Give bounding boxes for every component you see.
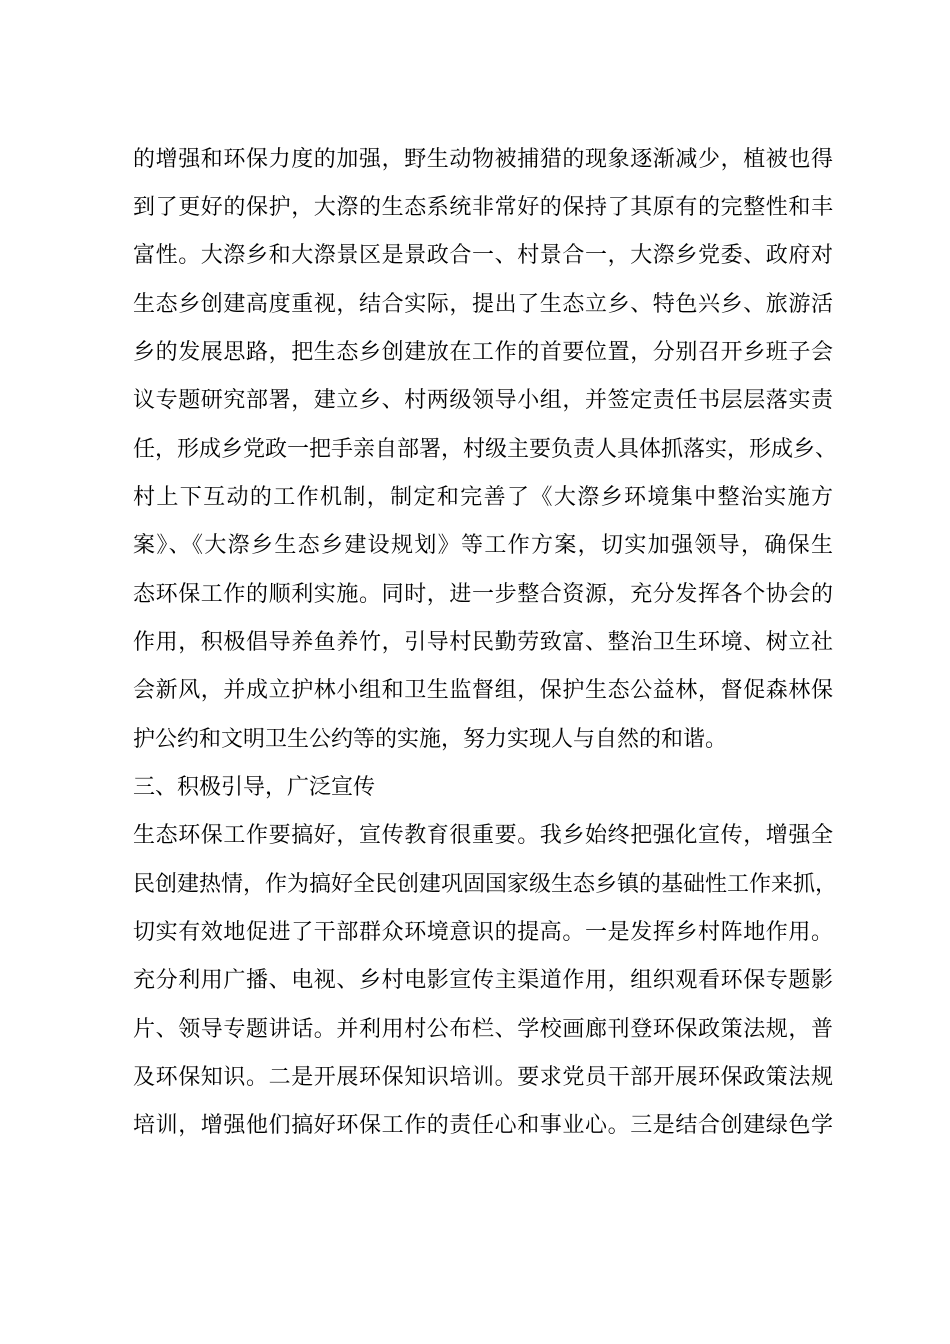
body-text-line: 生态环保工作要搞好，宣传教育很重要。我乡始终把强化宣传，增强全 [133,823,833,848]
body-text-line: 民创建热情，作为搞好全民创建巩固国家级生态乡镇的基础性工作来抓， [133,872,838,897]
body-text-line: 任，形成乡党政一把手亲自部署，村级主要负责人具体抓落实，形成乡、 [133,437,838,462]
body-text-line: 生态乡创建高度重视，结合实际，提出了生态立乡、特色兴乡、旅游活 [133,292,833,317]
body-text-line: 议专题研究部署，建立乡、村两级领导小组，并签定责任书层层落实责 [133,388,833,413]
body-text-line: 富性。大漈乡和大漈景区是景政合一、村景合一，大漈乡党委、政府对 [133,243,833,268]
body-text-line: 作用，积极倡导养鱼养竹，引导村民勤劳致富、整治卫生环境、树立社 [133,630,833,655]
body-text-line: 村上下互动的工作机制，制定和完善了《大漈乡环境集中整治实施方 [133,485,833,510]
body-text-line: 的增强和环保力度的加强，野生动物被捕猎的现象逐渐减少，植被也得 [133,147,833,172]
body-text-line: 到了更好的保护，大漈的生态系统非常好的保持了其原有的完整性和丰 [133,195,833,220]
body-text-line: 态环保工作的顺利实施。同时，进一步整合资源，充分发挥各个协会的 [133,582,833,607]
body-text-line: 护公约和文明卫生公约等的实施，努力实现人与自然的和谐。 [133,727,728,752]
body-text-line: 充分利用广播、电视、乡村电影宣传主渠道作用，组织观看环保专题影 [133,968,833,993]
body-text-line: 培训，增强他们搞好环保工作的责任心和事业心。三是结合创建绿色学 [133,1113,833,1138]
body-text-line: 乡的发展思路，把生态乡创建放在工作的首要位置，分别召开乡班子会 [133,340,833,365]
body-text-line: 案》、《大漈乡生态乡建设规划》等工作方案，切实加强领导，确保生 [133,533,833,558]
body-text-line: 片、领导专题讲话。并利用村公布栏、学校画廊刊登环保政策法规，普 [133,1017,833,1042]
body-text-line: 会新风，并成立护林小组和卫生监督组，保护生态公益林，督促森林保 [133,678,833,703]
body-text-line: 切实有效地促进了干部群众环境意识的提高。一是发挥乡村阵地作用。 [133,920,833,945]
section-heading: 三、积极引导，广泛宣传 [133,775,376,800]
body-text-line: 及环保知识。二是开展环保知识培训。要求党员干部开展环保政策法规 [133,1065,833,1090]
